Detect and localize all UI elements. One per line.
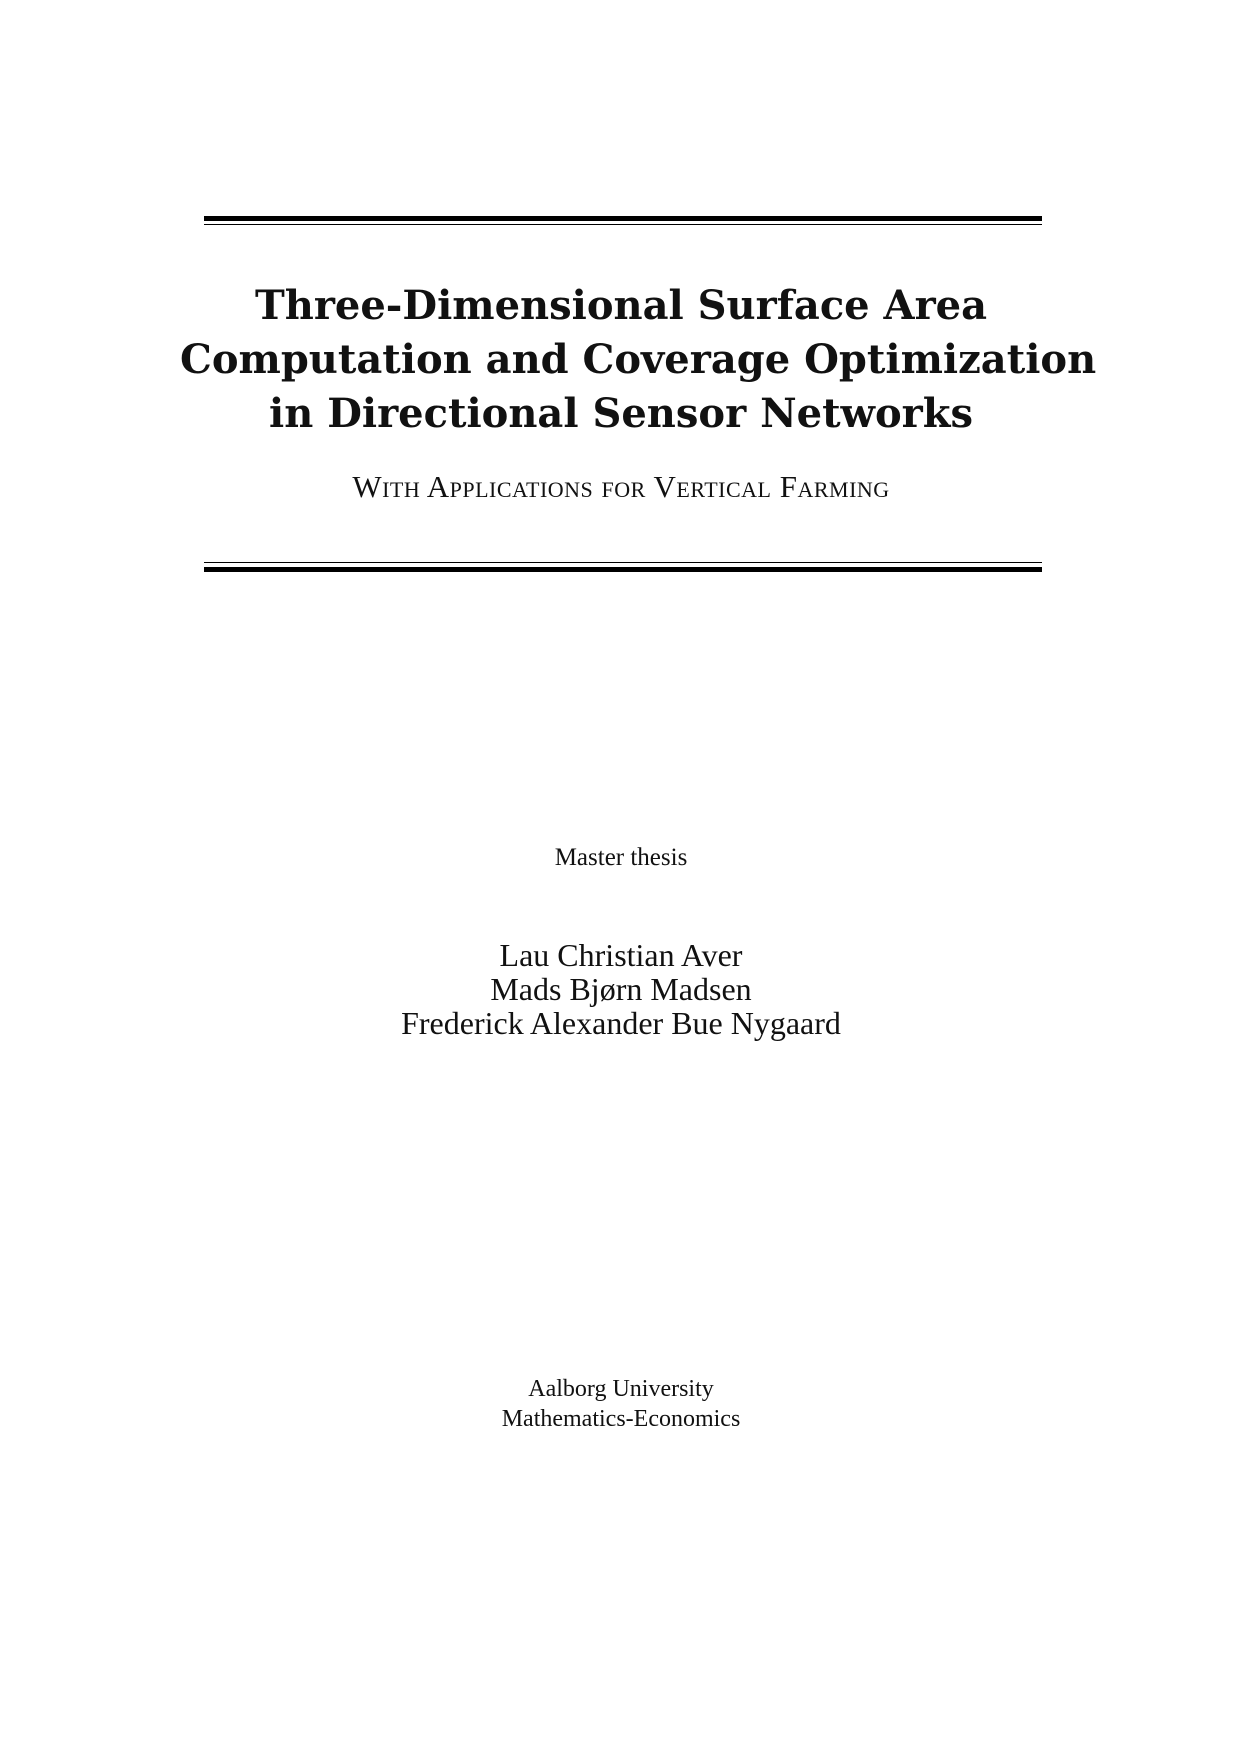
programme-name: Mathematics-Economics	[501, 1406, 741, 1432]
author-name: Lau Christian Aver	[499, 937, 743, 973]
affiliation	[180, 1374, 1062, 1434]
author-list	[180, 938, 1062, 1040]
university-name: Aalborg University	[528, 1376, 714, 1402]
author-name: Frederick Alexander Bue Nygaard	[401, 1005, 841, 1041]
thesis-title	[180, 279, 1097, 441]
thesis-subtitle: With Applications for Vertical Farming	[352, 469, 890, 504]
title-line-3: in Directional Sensor Networks	[269, 390, 973, 437]
author-name: Mads Bjørn Madsen	[490, 971, 752, 1007]
thesis-type: Master thesis	[554, 844, 688, 871]
bottom-rule-thin	[204, 562, 1042, 563]
top-rule-thin	[204, 224, 1042, 225]
title-line-1: Three-Dimensional Surface Area	[254, 282, 988, 329]
bottom-rule-thick	[204, 567, 1042, 572]
top-rule-thick	[204, 216, 1042, 221]
title-line-2: Computation and Coverage Optimization	[180, 336, 1097, 383]
